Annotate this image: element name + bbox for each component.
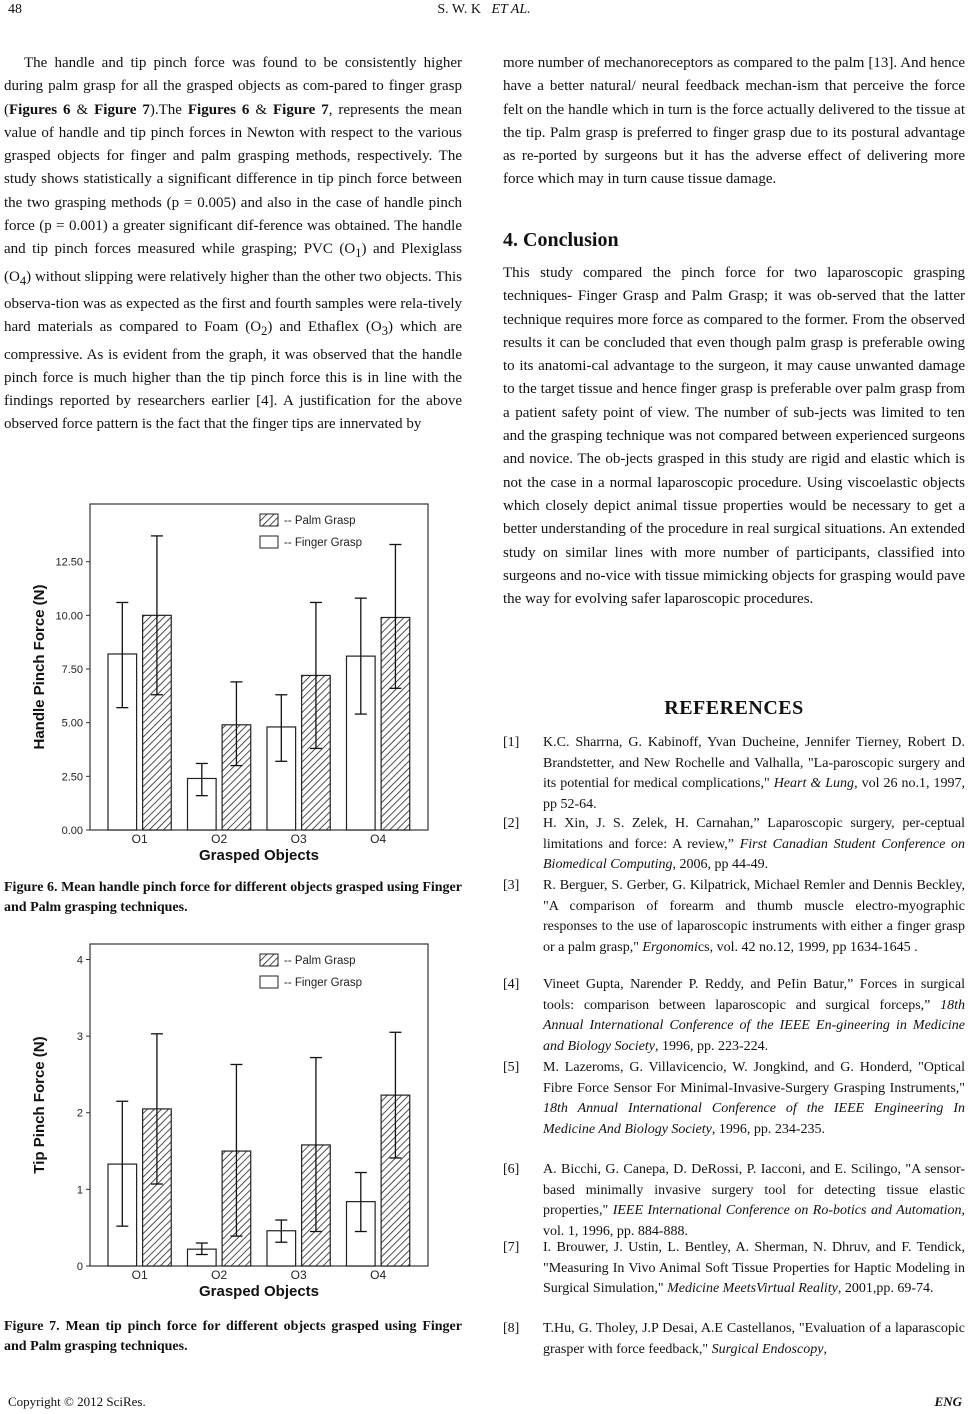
copyright-footer: Copyright © 2012 SciRes. bbox=[8, 1394, 146, 1409]
reference-source: Heart & Lung bbox=[773, 776, 855, 791]
reference-source: Ergonomi bbox=[642, 939, 698, 955]
y-tick-label: 3 bbox=[76, 1031, 83, 1044]
right-column bbox=[503, 52, 965, 192]
x-tick-label: O2 bbox=[211, 832, 228, 846]
x-axis-label: Grasped Objects bbox=[198, 847, 320, 864]
header-author: S. W. K bbox=[437, 2, 481, 17]
reference-item bbox=[503, 733, 965, 815]
figure6-caption: Figure 6. Mean handle pinch force for different objects grasped using Finger and Palm grasping techniques. bbox=[4, 880, 462, 915]
body-paragraph bbox=[4, 52, 462, 437]
reference-item bbox=[503, 1319, 965, 1360]
reference-text: T.Hu, G. Tholey, J.P Desai, A.E Castellanos, "Evaluation of a laparascopic grasper with force feedback," bbox=[543, 1321, 965, 1357]
reference-source: First Canadian Student Conference on Biomedical Computing bbox=[543, 836, 965, 872]
reference-text: K.C. Sharrna, G. Kabinoff, Yvan Ducheine, Jennifer Tierney, Robert D. Brandstetter, and New Rochelle and Valhalla, "La-paroscopic surgery and its potential for medical complications," bbox=[543, 735, 965, 791]
text-run: ) without slipping were relatively higher than the other two objects. This observa-tion was as expected as the first and fourth samples were rela-tively hard materials as compared to Foam (O bbox=[4, 268, 462, 336]
plot-frame bbox=[90, 944, 428, 1266]
page-number: 48 bbox=[8, 2, 22, 17]
reference-text: M. Lazeroms, G. Villavicencio, W. Jongkind, and G. Honderd, "Optical Fibre Force Sensor For Minimal-Invasive-Surgery Grasping Instruments," bbox=[543, 1060, 965, 1096]
reference-item bbox=[503, 814, 965, 876]
reference-text: , 1996, pp. 234-235. bbox=[711, 1121, 826, 1137]
figure6-chart bbox=[28, 498, 436, 866]
reference-text: Vineet Gupta, Narender P. Reddy, and PeIin Batur,” Forces in surgical tools: comparison between laparoscopic and surgical forceps,” bbox=[543, 977, 965, 1013]
reference-number: [3] bbox=[503, 878, 520, 893]
reference-number: [6] bbox=[503, 1162, 520, 1177]
y-tick-label: 7.50 bbox=[61, 664, 83, 676]
subscript: 3 bbox=[381, 324, 388, 339]
reference-item bbox=[503, 876, 965, 958]
legend-label-finger: -- Finger Grasp bbox=[284, 537, 362, 549]
reference-item bbox=[503, 1160, 965, 1242]
y-tick-label: 2.50 bbox=[61, 771, 83, 784]
reference-text: , 2006, pp 44-49. bbox=[672, 857, 769, 872]
x-tick-label: O4 bbox=[370, 832, 387, 846]
reference-text: , 1996, pp. 223-224. bbox=[654, 1038, 769, 1054]
text-run: ) and Plexiglass (O bbox=[4, 241, 462, 285]
text-run: The handle and tip pinch force was found to be consistently higher during palm grasp for all the grasped objects as com-pared to finger grasp ( bbox=[4, 55, 462, 118]
figure7-chart bbox=[28, 938, 436, 1302]
reference-text: , bbox=[823, 1341, 827, 1357]
x-tick-label: O1 bbox=[131, 832, 148, 846]
conclusion-column bbox=[503, 262, 965, 611]
text-run: ) and Ethaflex (O bbox=[267, 319, 382, 336]
subscript: 2 bbox=[261, 324, 268, 339]
legend-swatch-finger bbox=[260, 536, 278, 548]
conclusion-paragraph: This study compared the pinch force for two laparoscopic grasping techniques- Finger Grasp and Palm Grasp; it was ob-served that the latter technique requires more force as compared to the former. From the observed results it can be concluded that even though palm grasp is preferable owing to its anatomi-cal advantage to the surgeon, it may cause unwanted damage to the target tissue and hence finger grasp is preferable over palm grasp from a patient safety point of view. The number of sub-jects was limited to ten and the grasping technique was not compared between experienced surgeons and novice. The ob-jects grasped in this study are rigid and elastic which is not the case in a normal laparoscopic procedure. Using viscoelastic objects which closely depict animal tissue properties would be necessary to get a better understanding of the procedure in real surgical situations. An extended study on similar lines with more number of participants, classified into surgeons and no-vice with tissue mimicking objects for grasping would pave the way for evolving safer laparoscopic procedures. bbox=[503, 265, 965, 608]
reference-number: [2] bbox=[503, 816, 520, 831]
subscript: 4 bbox=[19, 273, 27, 288]
reference-source: 18th Annual International Conference of the IEEE Engineering In Medicine And Biology Society bbox=[543, 1101, 965, 1137]
reference-text: , vol 26 no.1, 1997, pp 52-64. bbox=[543, 776, 966, 812]
journal-footer: ENG bbox=[934, 1394, 962, 1409]
running-header bbox=[0, 2, 968, 18]
reference-item bbox=[503, 975, 965, 1057]
body-paragraph: more number of mechanoreceptors as compared to the palm [13]. And hence have a better natural/ neural feedback mechan-ism that perceive the force felt on the handle which in turn is the force actually delivered to the tissue at the tip. Palm grasp is preferred to finger grasp due to its postural advantage as re-ported by surgeons but it has the adverse effect of delivering more force which may in turn cause tissue damage. bbox=[503, 55, 965, 188]
y-tick-label: 0 bbox=[76, 1261, 83, 1273]
legend-label-palm: -- Palm Grasp bbox=[284, 955, 356, 967]
legend-swatch-palm bbox=[260, 954, 278, 966]
plot-frame bbox=[90, 504, 428, 830]
x-tick-label: O2 bbox=[211, 1268, 228, 1282]
figure-ref: Figure 7 bbox=[94, 101, 150, 118]
reference-source: Medicine MeetsVirtual Reality bbox=[667, 1281, 838, 1296]
y-axis-label: Handle Pinch Force (N) bbox=[31, 584, 48, 750]
reference-number: [1] bbox=[503, 735, 520, 750]
reference-text: , vol. 1, 1996, pp. 884-888. bbox=[543, 1203, 965, 1239]
legend-swatch-palm bbox=[260, 514, 278, 526]
x-tick-label: O3 bbox=[290, 1268, 307, 1282]
reference-source: IEEE International Conference on Ro-botics and Automation bbox=[612, 1203, 962, 1218]
reference-number: [4] bbox=[503, 977, 520, 992]
reference-text: H. Xin, J. S. Zelek, H. Carnahan,” Laparoscopic surgery, per-ceptual limitations and force: A review,” bbox=[543, 816, 965, 852]
section-heading: 4. Conclusion bbox=[503, 229, 619, 251]
y-tick-label: 5.00 bbox=[61, 717, 83, 730]
reference-text: I. Brouwer, J. Ustin, L. Bentley, A. Sherman, N. Dhruv, and F. Tendick, "Measuring In Vivo Animal Soft Tissue Properties for Haptic Modeling in Surgical Simulation," bbox=[543, 1240, 965, 1296]
x-tick-label: O4 bbox=[370, 1268, 387, 1282]
text-run: ) which are compressive. As is evident from the graph, it was observed that the handle pinch force is much higher than the tip pinch force this is in line with the findings reported by researchers earlier [4]. A justification for the above observed force pattern is the fact that the finger tips are innervated by bbox=[4, 319, 462, 433]
text-run: ).The bbox=[149, 101, 188, 118]
y-tick-label: 10.00 bbox=[55, 610, 83, 623]
reference-number: [7] bbox=[503, 1240, 520, 1255]
figure-ref: Figure 7 bbox=[273, 101, 329, 118]
text-run: & bbox=[70, 101, 95, 118]
reference-item bbox=[503, 1238, 965, 1300]
figure-ref: Figures 6 bbox=[187, 101, 250, 118]
reference-text: , 2001,pp. 69-74. bbox=[837, 1281, 934, 1296]
y-tick-label: 12.50 bbox=[55, 556, 83, 569]
y-tick-label: 4 bbox=[76, 954, 83, 967]
header-author-suffix: ET AL. bbox=[491, 2, 531, 17]
reference-text: R. Berguer, S. Gerber, G. Kilpatrick, Michael Remler and Dennis Beckley, "A comparison of forearm and thumb muscle electro-myographic responses to the use of laparoscopic instruments with either a finger grasp or a palm grasp," bbox=[543, 878, 965, 955]
legend-label-palm: -- Palm Grasp bbox=[284, 515, 356, 527]
references-heading: REFERENCES bbox=[664, 697, 804, 719]
reference-source: Surgical Endoscopy bbox=[711, 1341, 824, 1357]
reference-item bbox=[503, 1058, 965, 1140]
reference-source: 18th Annual International Conference of the IEEE En-gineering in Medicine and Biology Society bbox=[543, 997, 965, 1054]
x-tick-label: O1 bbox=[131, 1268, 148, 1282]
reference-text: cs, vol. 42 no.12, 1999, pp 1634-1645 . bbox=[697, 939, 918, 955]
text-run: & bbox=[249, 101, 274, 118]
reference-text: A. Bicchi, G. Canepa, D. DeRossi, P. Iacconi, and E. Scilingo, "A sensor-based minimally invasive surgery tool for detecting tissue elastic properties," bbox=[543, 1162, 965, 1218]
text-run: , represents the mean value of handle and tip pinch forces in Newton with respect to the various grasped objects for finger and palm grasping methods, respectively. The study shows statistically a significant difference in tip pinch force between the two grasping methods (p = 0.005) and also in the case of handle pinch force (p = 0.001) a greater significant dif-ference was obtained. The handle and tip pinch forces measured while grasping; PVC (O bbox=[4, 101, 462, 258]
legend-swatch-finger bbox=[260, 976, 278, 988]
reference-number: [8] bbox=[503, 1321, 520, 1336]
figure-ref: Figures 6 bbox=[9, 101, 71, 118]
y-tick-label: 1 bbox=[76, 1184, 83, 1197]
reference-number: [5] bbox=[503, 1060, 520, 1075]
y-tick-label: 0.00 bbox=[61, 825, 83, 837]
y-axis-label: Tip Pinch Force (N) bbox=[31, 1036, 48, 1174]
x-tick-label: O3 bbox=[290, 832, 307, 846]
subscript: 1 bbox=[355, 246, 362, 261]
figure7-caption: Figure 7. Mean tip pinch force for different objects grasped using Finger and Palm grasping techniques. bbox=[4, 1319, 462, 1354]
y-tick-label: 2 bbox=[76, 1107, 83, 1120]
legend-label-finger: -- Finger Grasp bbox=[284, 977, 362, 989]
left-column bbox=[4, 52, 462, 437]
x-axis-label: Grasped Objects bbox=[198, 1283, 320, 1300]
